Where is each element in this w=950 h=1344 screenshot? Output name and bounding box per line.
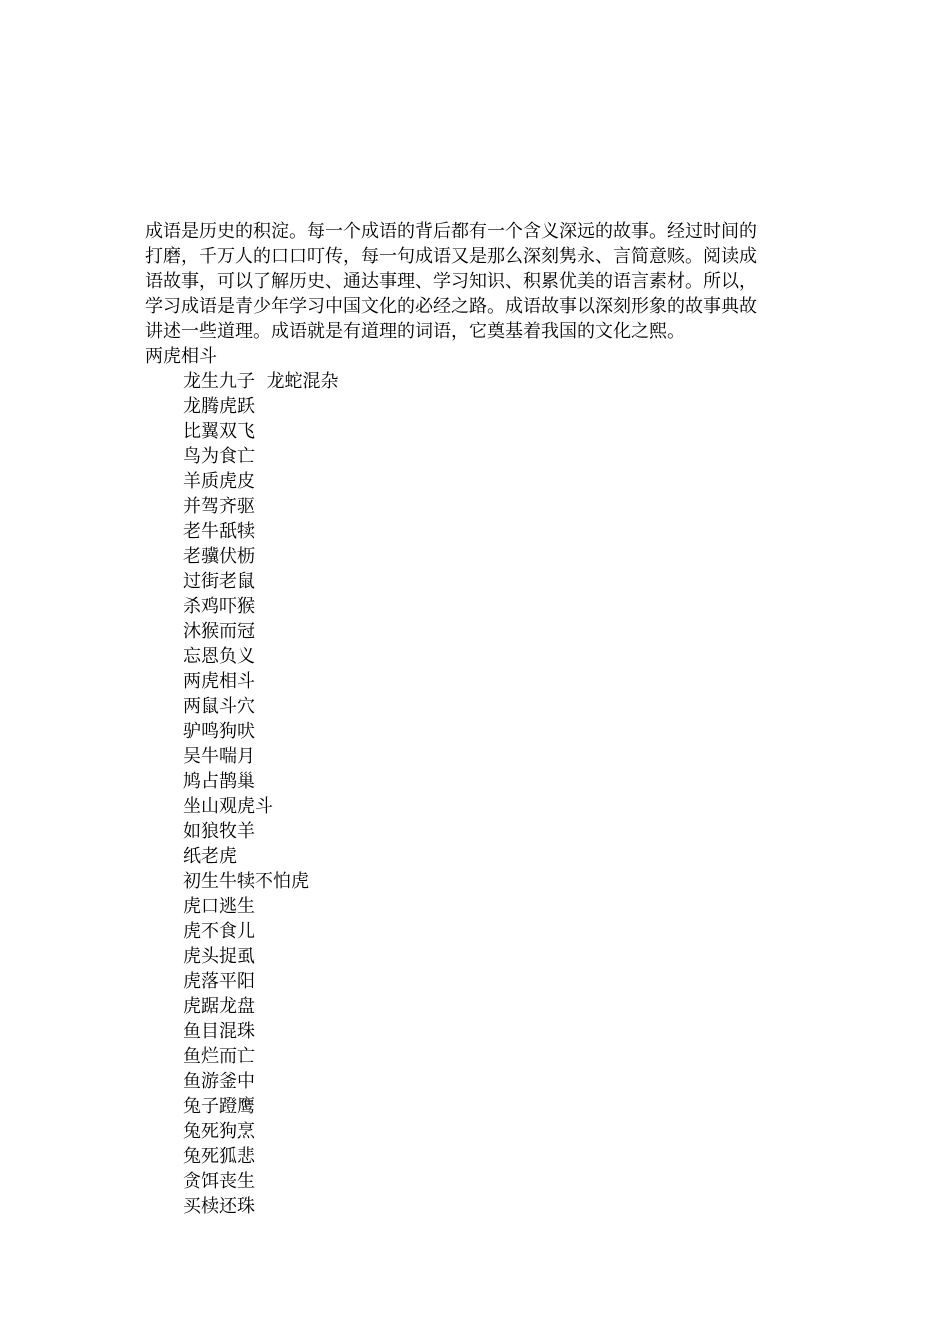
idiom-item: 鱼烂而亡: [183, 1046, 255, 1067]
idiom-item: 忘恩负义: [183, 646, 255, 667]
idiom-item: 吴牛喘月: [183, 746, 255, 767]
intro-paragraph: [145, 219, 805, 344]
idiom-item: 买椟还珠: [183, 1196, 255, 1217]
idiom-item: 驴鸣狗吠: [183, 721, 255, 742]
idiom-item: 老牛舐犊: [183, 521, 255, 542]
idiom-item: 虎不食儿: [183, 921, 255, 942]
idiom-item: 鱼目混珠: [183, 1021, 255, 1042]
idiom-item: 如狼牧羊: [183, 821, 255, 842]
idiom-item: 贪饵丧生: [183, 1171, 255, 1192]
idiom-item: 过街老鼠: [183, 571, 255, 592]
idiom-item: 鸠占鹊巢: [183, 771, 255, 792]
section-title: 两虎相斗: [145, 346, 217, 367]
idiom-item: 杀鸡吓猴: [183, 596, 255, 617]
intro-line: 讲述一些道理。成语就是有道理的词语，它奠基着我国的文化之熙。: [145, 321, 685, 342]
idiom-item: 纸老虎: [183, 846, 237, 867]
idiom-item: 虎踞龙盘: [183, 996, 255, 1017]
idiom-item: 鱼游釜中: [183, 1071, 255, 1092]
idiom-item: 初生牛犊不怕虎: [183, 871, 309, 892]
idiom-item: 老骥伏枥: [183, 546, 255, 567]
idiom-item: 两虎相斗: [183, 671, 255, 692]
idiom-item: 坐山观虎斗: [183, 796, 273, 817]
idiom-item: 虎落平阳: [183, 971, 255, 992]
idiom-item: 兔死狗烹: [183, 1121, 255, 1142]
idiom-item: 龙腾虎跃: [183, 396, 255, 417]
idiom-item: 并驾齐驱: [183, 496, 255, 517]
idiom-item: 沐猴而冠: [183, 621, 255, 642]
idiom-item: 虎头捉虱: [183, 946, 255, 967]
intro-line: 打磨，千万人的口口叮传，每一句成语又是那么深刻隽永、言简意赅。阅读成: [145, 246, 757, 267]
idiom-item: 鸟为食亡: [183, 446, 255, 467]
intro-line: 语故事，可以了解历史、通达事理、学习知识、积累优美的语言素材。所以，: [145, 271, 757, 292]
intro-line: 成语是历史的积淀。每一个成语的背后都有一个含义深远的故事。经过时间的: [145, 221, 757, 242]
idiom-list: [183, 369, 338, 1219]
idiom-item: 龙生九子 龙蛇混杂: [183, 371, 339, 392]
idiom-item: 虎口逃生: [183, 896, 255, 917]
idiom-item: 比翼双飞: [183, 421, 255, 442]
intro-line: 学习成语是青少年学习中国文化的必经之路。成语故事以深刻形象的故事典故: [145, 296, 757, 317]
idiom-item: 兔死狐悲: [183, 1146, 255, 1167]
idiom-item: 羊质虎皮: [183, 471, 255, 492]
idiom-item: 两鼠斗穴: [183, 696, 255, 717]
idiom-item: 兔子蹬鹰: [183, 1096, 255, 1117]
